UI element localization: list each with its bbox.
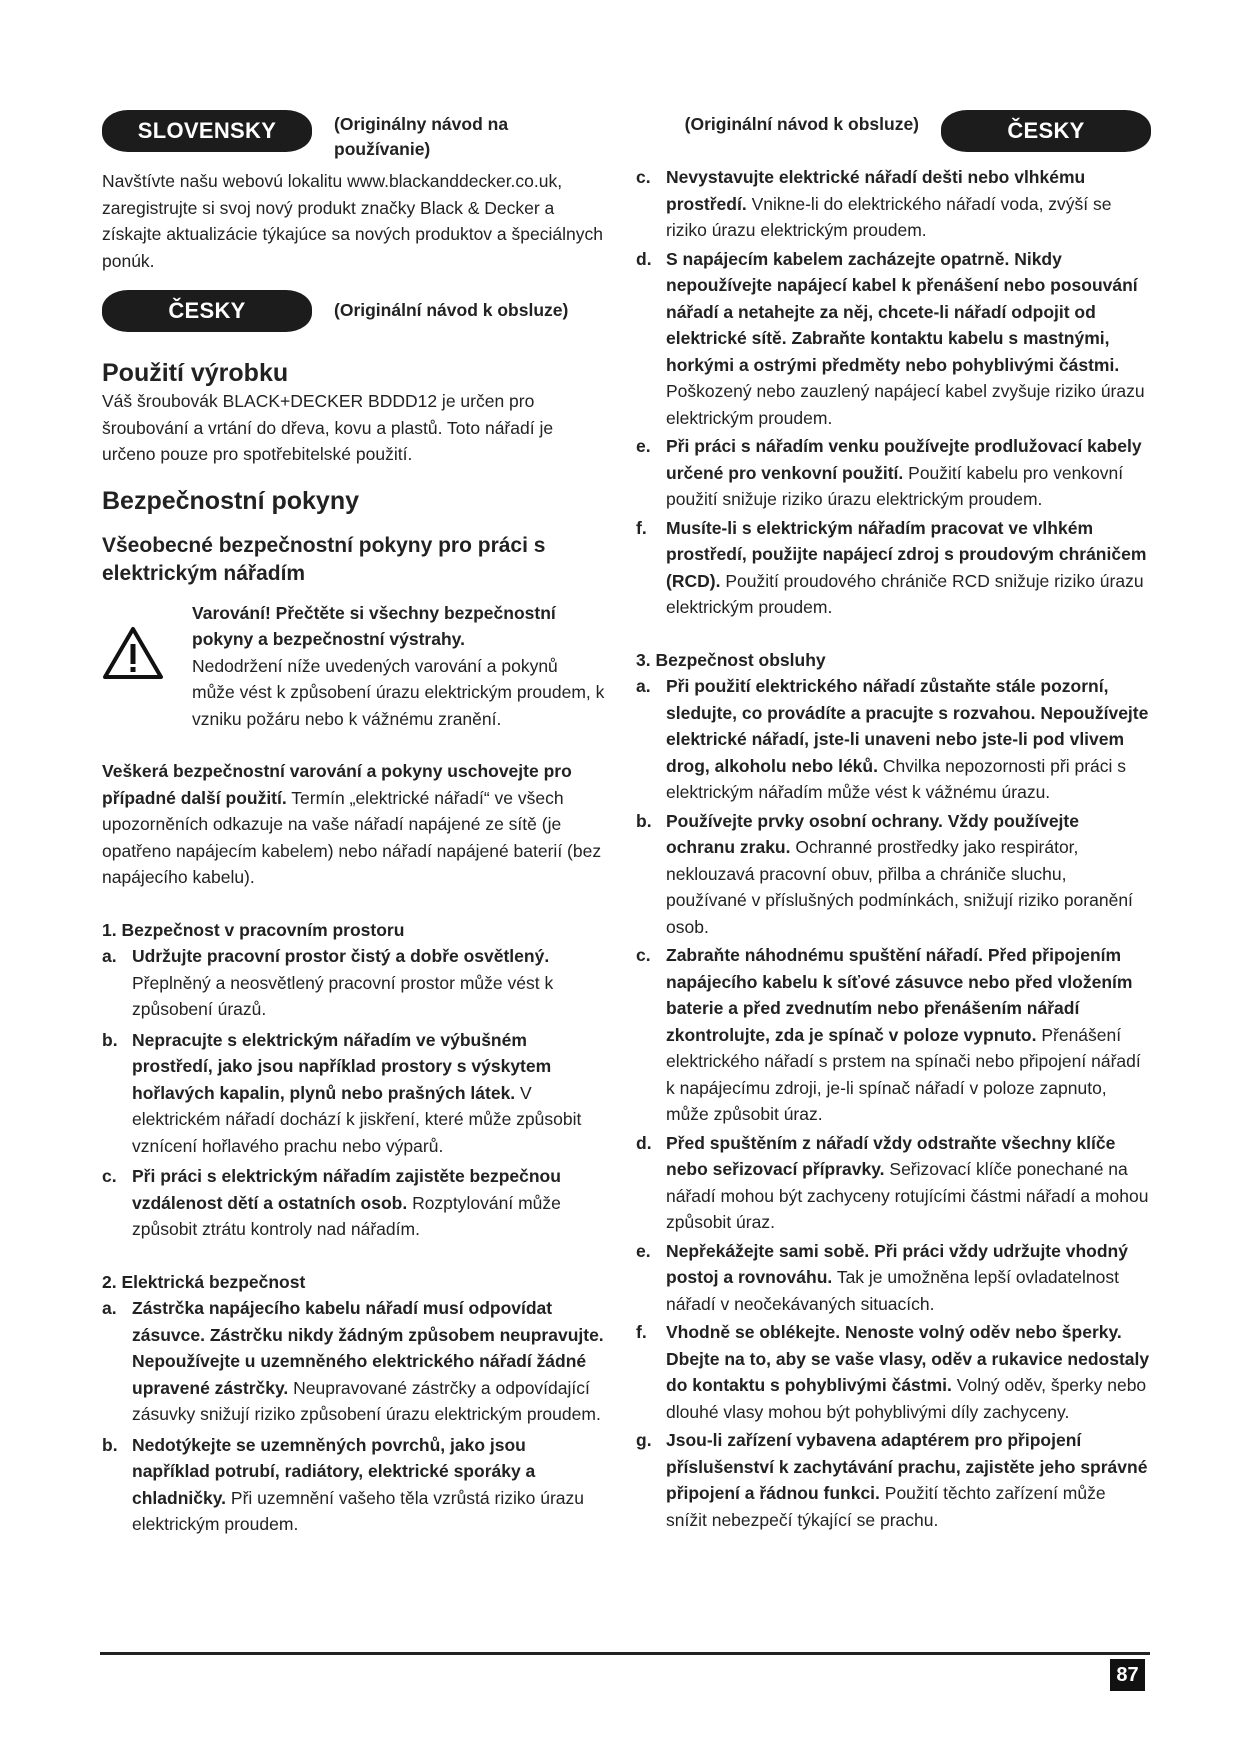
list-item: c. Nevystavujte elektrické nářadí dešti nebo vlhkému prostředí. Vnikne-li do elektrického nářadí voda, zvýší se riziko úrazu elektrickým proudem. xyxy=(636,167,1112,240)
warning-bold: Varování! Přečtěte si všechny bezpečnostní pokyny a bezpečnostní výstrahy. xyxy=(192,602,556,649)
list-item: d. Před spuštěním z nářadí vždy odstraňte všechny klíče nebo seřizovací přípravky. Seřizovací klíče ponechané na nářadí mohou být zachyceny rotujícími částmi nářadí a mohou způsobit úraz. xyxy=(636,1132,1149,1232)
heading-usage: Použití výrobku xyxy=(102,359,289,387)
list-item: c. Zabraňte náhodnému spuštění nářadí. Před připojením napájecího kabelu k síťové zásuvce nebo před vložením baterie a před zvednutím nebo přenášením nářadí zkontrolujte, zda je spínač v poloze vypnuto. Přenášení elektrického nářadí s prstem na spínači nebo připojení nářadí k napájecímu zdroji, je-li spínač nářadí v poloze zapnuto, může způsobit úraz. xyxy=(636,945,1141,1124)
list-item: b. Používejte prvky osobní ochrany. Vždy používejte ochranu zraku. Ochranné prostředky jako respirátor, neklouzavá pracovní obuv, přilba a chrániče sluchu, používané v příslušných podmínkách, snižují riziko poranění osob. xyxy=(636,810,1133,937)
czech-subtitle: (Originální návod k obsluze) xyxy=(334,300,569,320)
usage-paragraph: Váš šroubovák BLACK+DECKER BDDD12 je určen pro šroubování a vrtání do dřeva, kovu a plastů. Toto nářadí je určeno pouze pro spotřebitelské použití. xyxy=(102,391,554,464)
czech-header-left xyxy=(102,290,605,332)
list-item: b. Nedotýkejte se uzemněných povrchů, jako jsou například potrubí, radiátory, elektrické sporáky a chladničky. Při uzemnění vašeho těla vzrůstá riziko úrazu elektrickým proudem. xyxy=(102,1434,584,1534)
list-item: d. S napájecím kabelem zacházejte opatrně. Nikdy nepoužívejte napájecí kabel k přenášení nebo posouvání nářadí a netahejte za něj, chcete-li nářadí odpojit od elektrické sítě. Zabraňte kontaktu kabelu s mastnými, horkými a ostrými předměty nebo pohyblivými částmi. Poškozený nebo zauzlený napájecí kabel zvyšuje riziko úrazu elektrickým proudem. xyxy=(636,248,1145,428)
czech-subtitle-right: (Originální návod k obsluze) xyxy=(684,114,919,134)
slovak-header xyxy=(102,110,605,162)
section-1-list xyxy=(102,943,605,1243)
left-column xyxy=(102,110,605,1538)
czech-header-right xyxy=(636,110,1151,152)
slovak-subtitle: (Originálny návod na používanie) xyxy=(334,114,509,159)
slovak-paragraph: Navštívte našu webovú lokalitu www.blackanddecker.co.uk, zaregistrujte si svoj nový produkt značky Black & Decker a získajte aktualizácie týkajúce sa nových produktov a špeciálnych ponúk. xyxy=(102,171,603,271)
list-item: f. Vhodně se oblékejte. Nenoste volný oděv nebo šperky. Dbejte na to, aby se vaše vlasy, oděv a rukavice nedostaly do kontaktu s pohyblivými částmi. Volný oděv, šperky nebo dlouhé vlasy mohou být pohyblivými díly zachyceny. xyxy=(636,1322,1150,1422)
section-2-list xyxy=(102,1295,605,1538)
heading-general-safety: Všeobecné bezpečnostní pokyny pro práci s elektrickým nářadím xyxy=(102,533,546,585)
list-item: b. Nepracujte s elektrickým nářadím ve výbušném prostředí, jako jsou například prostory s výskytem hořlavých kapalin, plynů nebo prašných látek. V elektrickém nářadí dochází k jiskření, které může způsobit vznícení hořlavého prachu nebo výparů. xyxy=(102,1029,582,1156)
language-badge-slovak: SLOVENSKY xyxy=(102,110,312,152)
section-2-list-continued xyxy=(636,164,1151,621)
section-3-list xyxy=(636,673,1151,1533)
warning-text: Nedodržení níže uvedených varování a pokynů může vést k způsobení úrazu elektrickým proudem, k vzniku požáru nebo k vážnému zranění. xyxy=(192,655,605,729)
list-item: e. Při práci s nářadím venku používejte prodlužovací kabely určené pro venkovní použití. Použití kabelu pro venkovní použití snižuje riziko úrazu elektrickým proudem. xyxy=(636,436,1142,509)
footer-rule xyxy=(100,1652,1150,1655)
warning-block xyxy=(102,600,605,733)
language-badge-czech: ČESKY xyxy=(102,290,312,332)
right-column xyxy=(636,110,1151,1533)
list-item: e. Nepřekážejte sami sobě. Při práci vždy udržujte vhodný postoj a rovnováhu. Tak je umožněna lepší ovladatelnost nářadí v neočekávaných situacích. xyxy=(636,1240,1128,1314)
list-item: a. Zástrčka napájecího kabelu nářadí musí odpovídat zásuvce. Zástrčku nikdy žádným způsobem neupravujte. Nepoužívejte u uzemněného elektrického nářadí žádné upravené zástrčky. Neupravované zástrčky a odpovídající zásuvky snižují riziko způsobení úrazu elektrickým proudem. xyxy=(102,1298,604,1424)
section-1-title: 1. Bezpečnost v pracovním prostoru xyxy=(102,919,405,940)
keep-bold: Veškerá bezpečnostní varování a pokyny uschovejte pro případné další použití. xyxy=(102,761,572,808)
language-badge-czech-right: ČESKY xyxy=(941,110,1151,152)
list-item: c. Při práci s elektrickým nářadím zajistěte bezpečnou vzdálenost dětí a ostatních osob. Rozptylování může způsobit ztrátu kontroly nad nářadím. xyxy=(102,1166,561,1239)
keep-instructions xyxy=(102,758,605,891)
heading-safety: Bezpečnostní pokyny xyxy=(102,486,359,515)
list-item: f. Musíte-li s elektrickým nářadím pracovat ve vlhkém prostředí, použijte napájecí zdroj s proudovým chráničem (RCD). Použití proudového chrániče RCD snižuje riziko úrazu elektrickým proudem. xyxy=(636,517,1147,617)
section-2-title: 2. Elektrická bezpečnost xyxy=(102,1271,306,1292)
list-item: g. Jsou-li zařízení vybavena adaptérem pro připojení příslušenství k zachytávání prachu, zajistěte jeho správné připojení a řádnou funkci. Použití těchto zařízení může snížit nebezpečí týkající se prachu. xyxy=(636,1430,1148,1530)
page-number: 87 xyxy=(1110,1659,1145,1691)
list-item: a. Při použití elektrického nářadí zůstaňte stále pozorní, sledujte, co provádíte a pracujte s rozvahou. Nepoužívejte elektrické nářadí, jste-li unaveni nebo jste-li pod vlivem drog, alkoholu nebo léků. Chvilka nepozornosti při práci s elektrickým nářadím může vést k vážnému úrazu. xyxy=(636,676,1149,802)
list-item: a. Udržujte pracovní prostor čistý a dobře osvětlený. Přeplněný a neosvětlený pracovní prostor může vést k způsobení úrazů. xyxy=(102,946,554,1019)
warning-triangle-icon xyxy=(102,600,192,733)
section-3-title: 3. Bezpečnost obsluhy xyxy=(636,649,826,670)
keep-text: Termín „elektrické nářadí“ ve všech upozorněních odkazuje na vaše nářadí napájené ze sítě (je opatřeno napájecím kabelem) nebo nářadí napájené baterií (bez napájecího kabelu). xyxy=(102,787,602,887)
